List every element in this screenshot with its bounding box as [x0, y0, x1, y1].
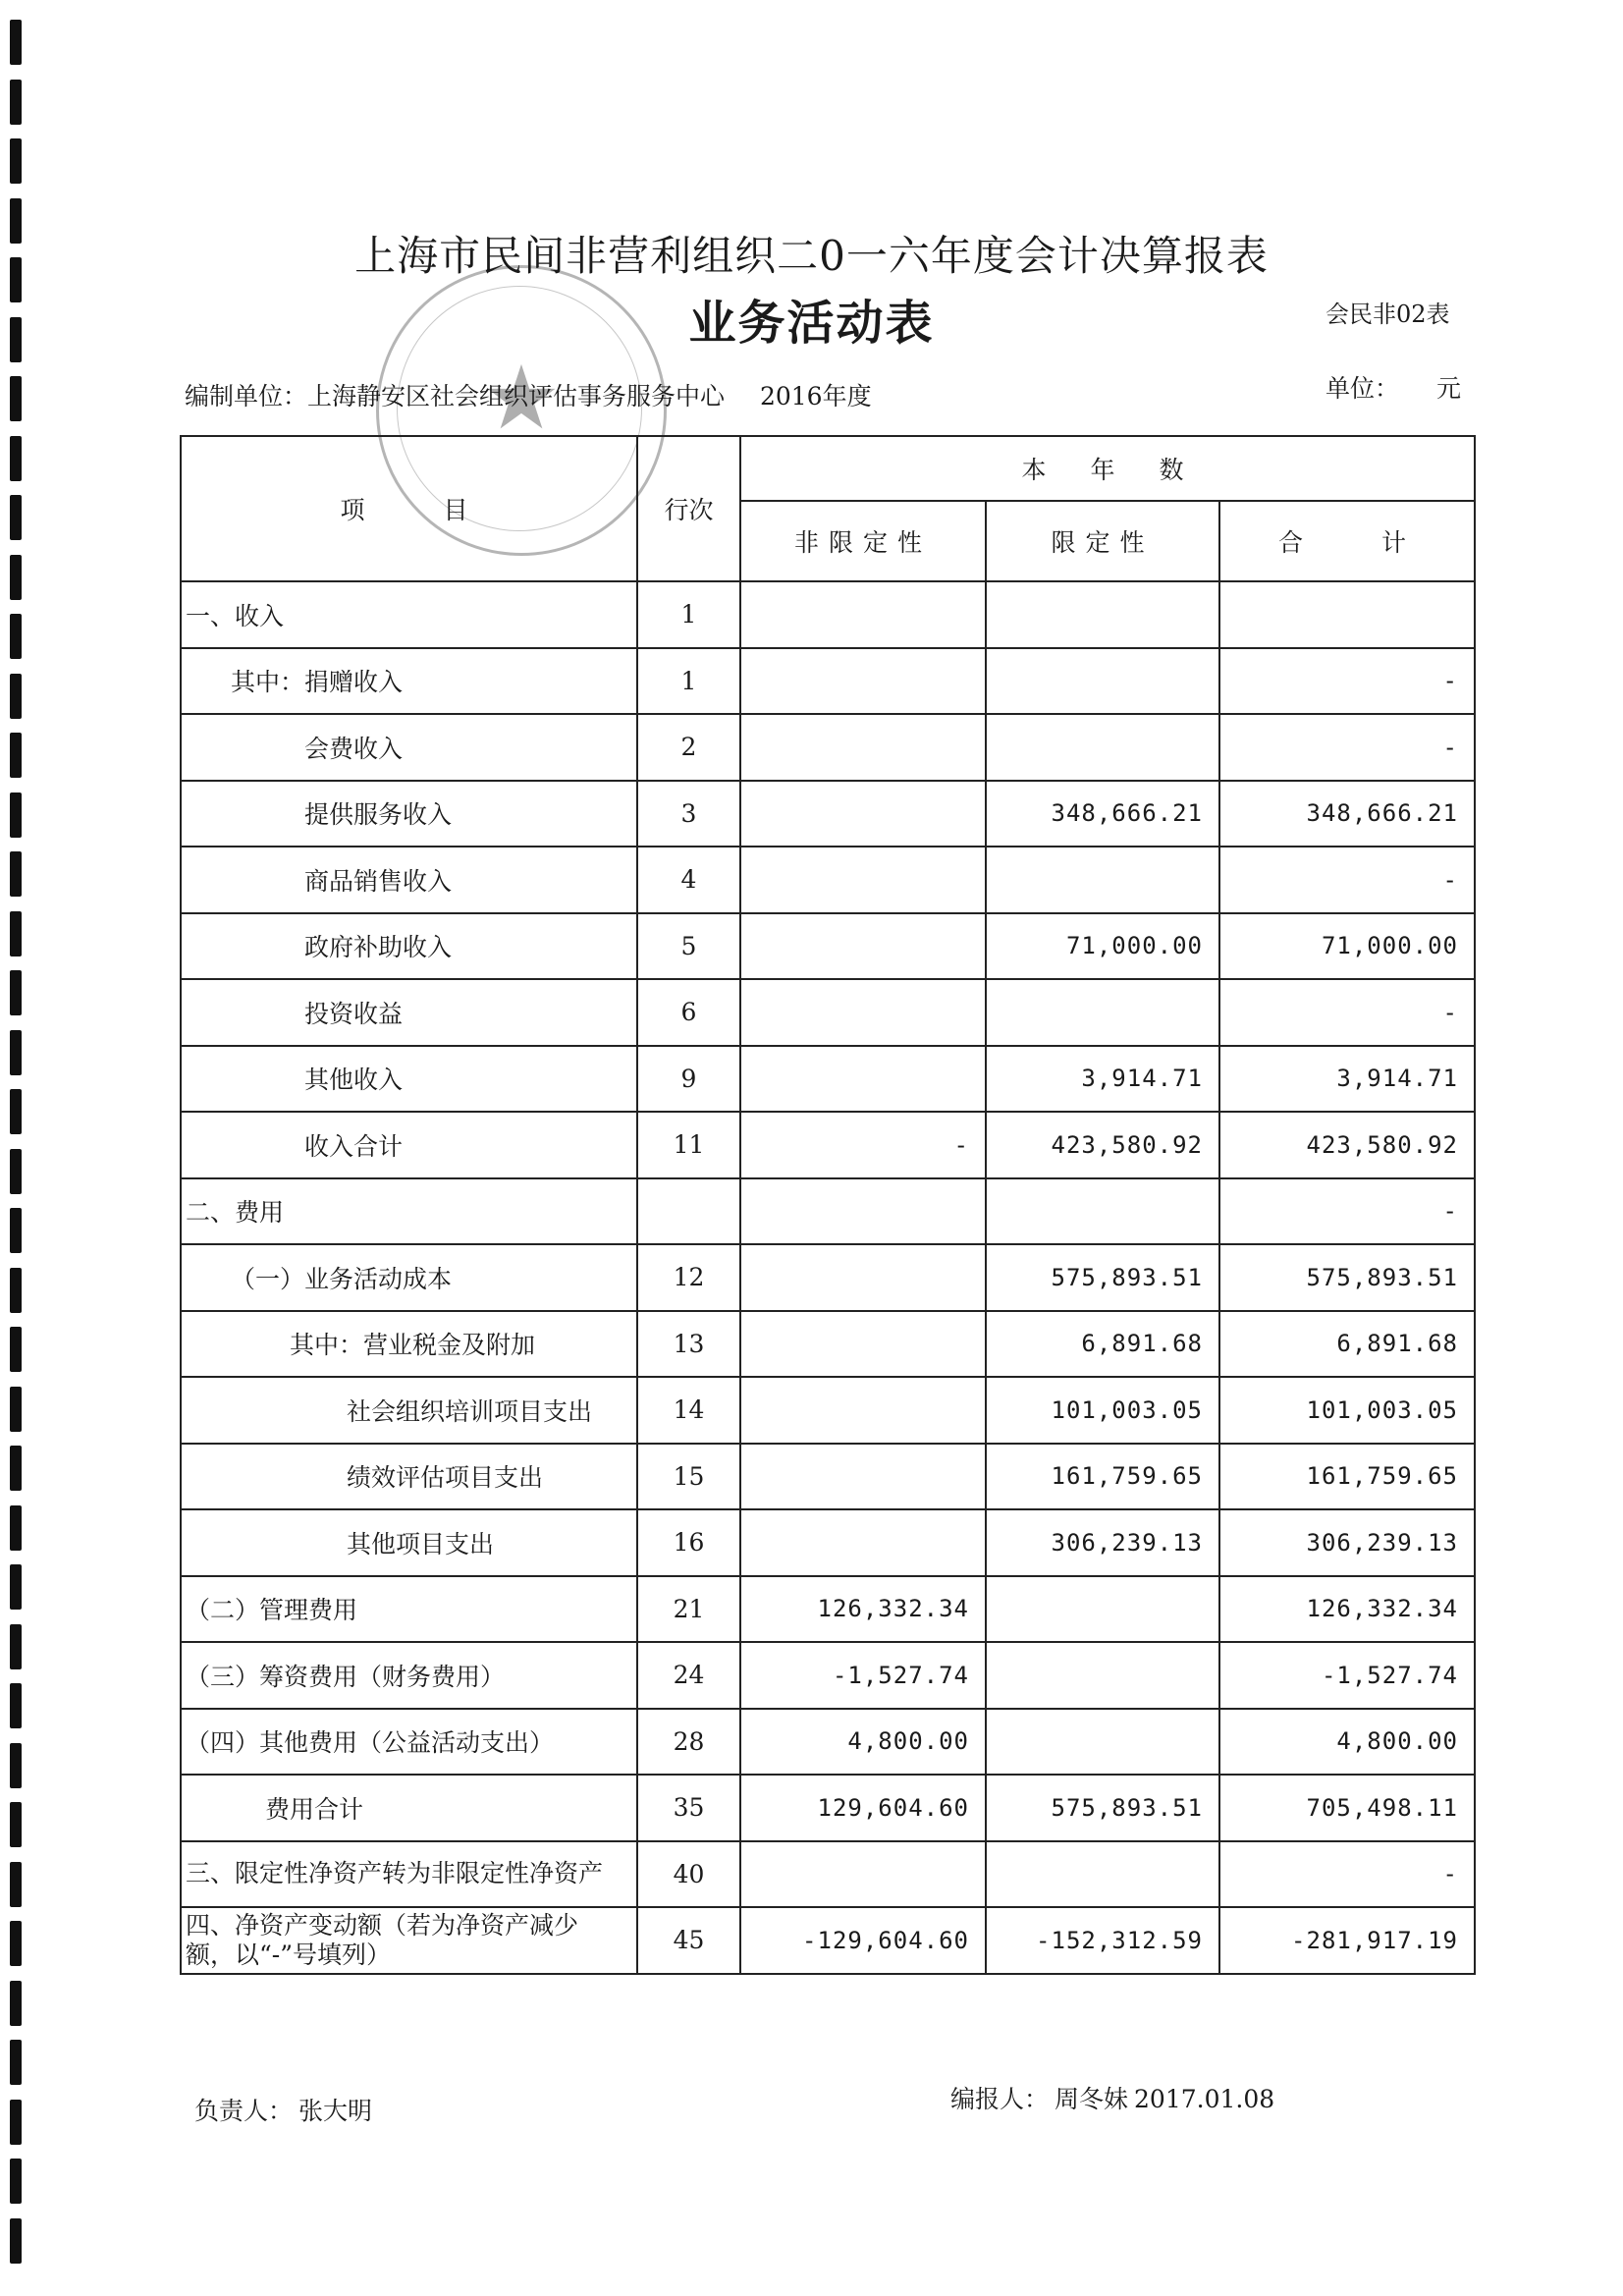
table-row — [181, 1112, 1475, 1178]
preparer-name: 周冬妹 — [1055, 2085, 1129, 2113]
table-row — [181, 1775, 1475, 1841]
row-total: 306,239.13 — [1219, 1509, 1475, 1576]
row-unrestricted — [740, 581, 986, 648]
table-row — [181, 1046, 1475, 1113]
unit-value: 元 — [1435, 374, 1461, 403]
row-line-no: 12 — [637, 1244, 740, 1311]
binding-hole — [10, 20, 22, 65]
row-unrestricted — [740, 847, 986, 913]
row-restricted: 306,239.13 — [986, 1509, 1219, 1576]
footer-preparer — [950, 2080, 1280, 2115]
row-line-no: 24 — [637, 1642, 740, 1709]
row-line-no: 16 — [637, 1509, 740, 1576]
row-total: -1,527.74 — [1219, 1642, 1475, 1709]
binding-hole — [10, 614, 22, 659]
row-unrestricted — [740, 1377, 986, 1444]
row-total: - — [1219, 979, 1475, 1046]
binding-hole — [10, 1981, 22, 2026]
row-restricted: 161,759.65 — [986, 1444, 1219, 1510]
row-item: 费用合计 — [181, 1775, 637, 1841]
binding-hole — [10, 1446, 22, 1491]
row-item: 提供服务收入 — [181, 781, 637, 847]
row-unrestricted — [740, 648, 986, 715]
binding-hole — [10, 1624, 22, 1669]
table-row — [181, 1444, 1475, 1510]
binding-hole — [10, 1089, 22, 1134]
row-item: （一）业务活动成本 — [181, 1244, 637, 1311]
row-item: 二、费用 — [181, 1178, 637, 1245]
row-unrestricted: - — [740, 1112, 986, 1178]
row-item: 收入合计 — [181, 1112, 637, 1178]
row-unrestricted: -129,604.60 — [740, 1907, 986, 1974]
binding-hole — [10, 1921, 22, 1966]
table-row — [181, 1377, 1475, 1444]
row-restricted: 423,580.92 — [986, 1112, 1219, 1178]
unit-label: 单位： — [1325, 374, 1400, 403]
row-line-no: 14 — [637, 1377, 740, 1444]
binding-hole — [10, 2218, 22, 2264]
binding-hole — [10, 555, 22, 600]
table-header-row — [181, 436, 1475, 501]
binding-hole — [10, 376, 22, 421]
official-seal: ★ — [376, 265, 667, 556]
table-row — [181, 581, 1475, 648]
row-total: - — [1219, 1841, 1475, 1908]
row-total: 348,666.21 — [1219, 781, 1475, 847]
row-unrestricted: 126,332.34 — [740, 1576, 986, 1643]
row-unrestricted — [740, 1244, 986, 1311]
row-restricted — [986, 1709, 1219, 1776]
binding-hole — [10, 1030, 22, 1075]
row-unrestricted — [740, 1178, 986, 1245]
row-unrestricted: 129,604.60 — [740, 1775, 986, 1841]
row-restricted: 575,893.51 — [986, 1775, 1219, 1841]
row-restricted — [986, 648, 1219, 715]
table-row — [181, 1509, 1475, 1576]
row-restricted — [986, 1642, 1219, 1709]
table-row — [181, 1576, 1475, 1643]
row-line-no: 6 — [637, 979, 740, 1046]
row-line-no: 5 — [637, 913, 740, 980]
table-row — [181, 1642, 1475, 1709]
row-item: （四）其他费用（公益活动支出） — [181, 1709, 637, 1776]
binding-hole — [10, 2159, 22, 2204]
row-item: 其他收入 — [181, 1046, 637, 1113]
row-restricted: 348,666.21 — [986, 781, 1219, 847]
table-row — [181, 648, 1475, 715]
row-item: 会费收入 — [181, 714, 637, 781]
row-unrestricted — [740, 913, 986, 980]
row-restricted — [986, 1178, 1219, 1245]
header-restricted: 限定性 — [986, 501, 1219, 581]
unit-line — [1325, 369, 1490, 405]
row-total: 101,003.05 — [1219, 1377, 1475, 1444]
row-item: （三）筹资费用（财务费用） — [181, 1642, 637, 1709]
row-line-no: 45 — [637, 1907, 740, 1974]
row-item: 其中：营业税金及附加 — [181, 1311, 637, 1378]
report-title: 上海市民间非营利组织二0一六年度会计决算报表 — [354, 232, 1269, 280]
report-subtitle: 业务活动表 — [688, 296, 935, 351]
row-restricted — [986, 581, 1219, 648]
row-total — [1219, 581, 1475, 648]
row-item: 四、净资产变动额（若为净资产减少额，以“-”号填列） — [181, 1907, 637, 1974]
row-line-no — [637, 1178, 740, 1245]
activity-table — [180, 435, 1476, 1975]
row-item: 投资收益 — [181, 979, 637, 1046]
preparer-label: 编报人： — [950, 2085, 1050, 2113]
row-line-no: 4 — [637, 847, 740, 913]
binding-hole — [10, 2100, 22, 2145]
row-total: 4,800.00 — [1219, 1709, 1475, 1776]
row-unrestricted — [740, 979, 986, 1046]
row-restricted: 71,000.00 — [986, 913, 1219, 980]
row-item: 三、限定性净资产转为非限定性净资产 — [181, 1841, 637, 1908]
row-total: 161,759.65 — [1219, 1444, 1475, 1510]
binding-holes — [10, 20, 24, 2278]
row-total: 3,914.71 — [1219, 1046, 1475, 1113]
table-row — [181, 781, 1475, 847]
table-row — [181, 913, 1475, 980]
binding-hole — [10, 1683, 22, 1728]
row-unrestricted — [740, 1841, 986, 1908]
row-restricted: 575,893.51 — [986, 1244, 1219, 1311]
header-unrestricted: 非限定性 — [740, 501, 986, 581]
form-code: 会民非02表 — [1325, 301, 1450, 328]
row-line-no: 1 — [637, 581, 740, 648]
binding-hole — [10, 1505, 22, 1551]
responsible-name: 张大明 — [298, 2097, 373, 2125]
row-total: - — [1219, 1178, 1475, 1245]
row-item: 社会组织培训项目支出 — [181, 1377, 637, 1444]
table-row — [181, 1841, 1475, 1908]
row-line-no: 13 — [637, 1311, 740, 1378]
binding-hole — [10, 911, 22, 957]
report-year: 2016年度 — [759, 382, 872, 410]
row-unrestricted — [740, 1311, 986, 1378]
row-unrestricted — [740, 714, 986, 781]
table-row — [181, 1709, 1475, 1776]
row-restricted — [986, 979, 1219, 1046]
row-restricted: -152,312.59 — [986, 1907, 1219, 1974]
row-total: 126,332.34 — [1219, 1576, 1475, 1643]
binding-hole — [10, 1862, 22, 1907]
header-total: 合 计 — [1219, 501, 1475, 581]
row-item: 其他项目支出 — [181, 1509, 637, 1576]
row-line-no: 11 — [637, 1112, 740, 1178]
row-line-no: 9 — [637, 1046, 740, 1113]
table-row — [181, 1311, 1475, 1378]
row-total: 6,891.68 — [1219, 1311, 1475, 1378]
row-line-no: 28 — [637, 1709, 740, 1776]
row-item: 政府补助收入 — [181, 913, 637, 980]
row-line-no: 15 — [637, 1444, 740, 1510]
responsible-label: 负责人： — [194, 2097, 294, 2125]
header-line-no: 行次 — [637, 436, 740, 581]
binding-hole — [10, 1327, 22, 1372]
table-row — [181, 714, 1475, 781]
row-line-no: 35 — [637, 1775, 740, 1841]
row-unrestricted — [740, 1046, 986, 1113]
binding-hole — [10, 1802, 22, 1847]
row-unrestricted — [740, 1509, 986, 1576]
binding-hole — [10, 1564, 22, 1610]
row-total: - — [1219, 648, 1475, 715]
binding-hole — [10, 1268, 22, 1313]
row-total: 705,498.11 — [1219, 1775, 1475, 1841]
row-unrestricted: -1,527.74 — [740, 1642, 986, 1709]
row-restricted: 101,003.05 — [986, 1377, 1219, 1444]
row-item: 绩效评估项目支出 — [181, 1444, 637, 1510]
row-line-no: 1 — [637, 648, 740, 715]
binding-hole — [10, 138, 22, 184]
prepare-date: 2017.01.08 — [1134, 2085, 1275, 2113]
table-row — [181, 1244, 1475, 1311]
row-restricted: 6,891.68 — [986, 1311, 1219, 1378]
row-restricted: 3,914.71 — [986, 1046, 1219, 1113]
row-restricted — [986, 714, 1219, 781]
table-row — [181, 1178, 1475, 1245]
row-line-no: 40 — [637, 1841, 740, 1908]
binding-hole — [10, 436, 22, 481]
row-restricted — [986, 847, 1219, 913]
footer-responsible — [194, 2092, 378, 2127]
binding-hole — [10, 793, 22, 838]
row-unrestricted — [740, 1444, 986, 1510]
row-total: - — [1219, 847, 1475, 913]
row-unrestricted: 4,800.00 — [740, 1709, 986, 1776]
binding-hole — [10, 495, 22, 540]
row-item: 一、收入 — [181, 581, 637, 648]
row-item: 商品销售收入 — [181, 847, 637, 913]
org-line — [185, 377, 899, 412]
org-label: 编制单位：上海静安区社会组织评估事务服务中心 — [185, 382, 726, 410]
row-item: （二）管理费用 — [181, 1576, 637, 1643]
table-row — [181, 847, 1475, 913]
row-total: 71,000.00 — [1219, 913, 1475, 980]
binding-hole — [10, 851, 22, 897]
binding-hole — [10, 2040, 22, 2085]
header-item: 项 目 — [181, 436, 637, 581]
binding-hole — [10, 970, 22, 1015]
table-row — [181, 1907, 1475, 1974]
row-unrestricted — [740, 781, 986, 847]
row-line-no: 2 — [637, 714, 740, 781]
row-total: - — [1219, 714, 1475, 781]
binding-hole — [10, 1149, 22, 1194]
binding-hole — [10, 733, 22, 778]
row-restricted — [986, 1576, 1219, 1643]
table-row — [181, 979, 1475, 1046]
row-total: 423,580.92 — [1219, 1112, 1475, 1178]
header-current-year: 本 年 数 — [740, 436, 1475, 501]
row-item: 其中：捐赠收入 — [181, 648, 637, 715]
binding-hole — [10, 1208, 22, 1253]
binding-hole — [10, 80, 22, 125]
binding-hole — [10, 674, 22, 719]
row-restricted — [986, 1841, 1219, 1908]
row-line-no: 21 — [637, 1576, 740, 1643]
binding-hole — [10, 1387, 22, 1432]
row-total: 575,893.51 — [1219, 1244, 1475, 1311]
row-line-no: 3 — [637, 781, 740, 847]
row-total: -281,917.19 — [1219, 1907, 1475, 1974]
binding-hole — [10, 1743, 22, 1788]
